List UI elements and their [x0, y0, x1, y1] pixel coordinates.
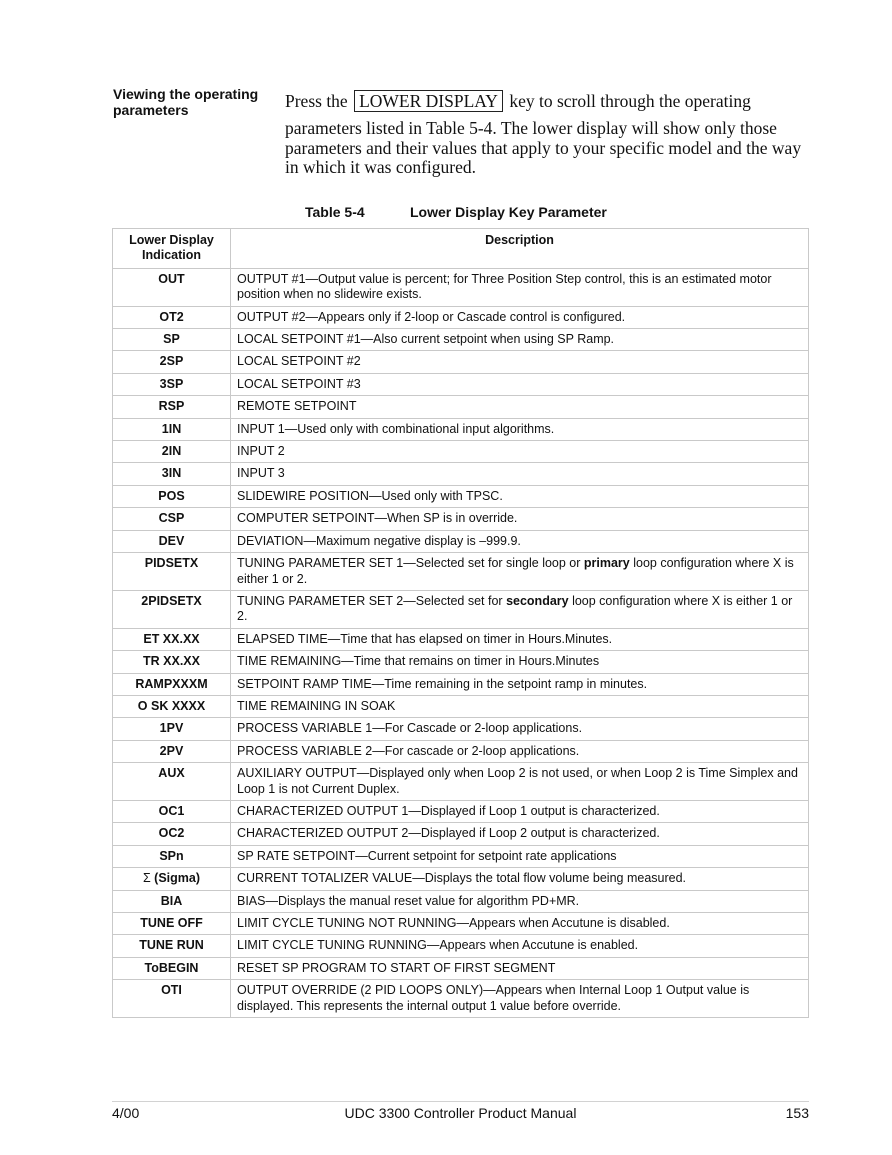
table-row: [113, 718, 809, 740]
description-text: loop configuration where X is either 1 or 2.: [237, 593, 793, 624]
table-row: [113, 396, 809, 418]
indication-cell: OTI: [113, 980, 231, 1018]
footer-date: 4/00: [112, 1105, 140, 1121]
section-side-heading: Viewing the operating parameters: [113, 86, 259, 118]
indication-cell: TUNE RUN: [113, 935, 231, 957]
indication-cell: POS: [113, 485, 231, 507]
table-caption: [305, 204, 607, 220]
table-row: [113, 890, 809, 912]
description-cell: CHARACTERIZED OUTPUT 1—Displayed if Loop 1 output is characterized.: [231, 800, 809, 822]
table-row: [113, 763, 809, 801]
description-cell: INPUT 1—Used only with combinational input algorithms.: [231, 418, 809, 440]
description-cell: INPUT 3: [231, 463, 809, 485]
table-row: [113, 823, 809, 845]
table-row: [113, 935, 809, 957]
table-row: [113, 508, 809, 530]
footer-page-number: 153: [785, 1105, 809, 1121]
table-row: [113, 800, 809, 822]
table-row: [113, 463, 809, 485]
description-emphasis: primary: [583, 556, 630, 571]
description-cell: OUTPUT OVERRIDE (2 PID LOOPS ONLY)—Appears when Internal Loop 1 Output value is displayed. This represents the internal output 1 value before override.: [231, 980, 809, 1018]
description-cell: BIAS—Displays the manual reset value for algorithm PD+MR.: [231, 890, 809, 912]
intro-text-after-key: key to scroll through the operating: [509, 91, 751, 111]
description-cell: ELAPSED TIME—Time that has elapsed on timer in Hours.Minutes.: [231, 628, 809, 650]
table-row: [113, 868, 809, 890]
indication-cell: CSP: [113, 508, 231, 530]
indication-cell: 1IN: [113, 418, 231, 440]
description-cell: DEVIATION—Maximum negative display is –999.9.: [231, 530, 809, 552]
description-cell: CHARACTERIZED OUTPUT 2—Displayed if Loop 2 output is characterized.: [231, 823, 809, 845]
table-row: [113, 740, 809, 762]
table-row: [113, 957, 809, 979]
indication-cell: O SK XXXX: [113, 695, 231, 717]
intro-text-rest: parameters listed in Table 5-4. The lower display will show only those parameters and their values that apply to your specific model and the way in which it was configured.: [285, 118, 802, 177]
table-row: [113, 980, 809, 1018]
indication-cell: DEV: [113, 530, 231, 552]
sigma-word: (Sigma): [150, 871, 201, 886]
indication-cell: ET XX.XX: [113, 628, 231, 650]
description-text: TUNING PARAMETER SET 2—Selected set for: [237, 593, 507, 608]
description-cell: LIMIT CYCLE TUNING NOT RUNNING—Appears when Accutune is disabled.: [231, 913, 809, 935]
description-cell: PROCESS VARIABLE 2—For cascade or 2-loop applications.: [231, 740, 809, 762]
indication-cell: 2IN: [113, 441, 231, 463]
description-cell: OUTPUT #2—Appears only if 2-loop or Cascade control is configured.: [231, 306, 809, 328]
description-cell: SLIDEWIRE POSITION—Used only with TPSC.: [231, 485, 809, 507]
footer-divider: [112, 1101, 809, 1102]
indication-cell: RSP: [113, 396, 231, 418]
description-cell: LOCAL SETPOINT #3: [231, 373, 809, 395]
intro-text-before-key: Press the: [285, 91, 348, 111]
footer-manual-title: UDC 3300 Controller Product Manual: [344, 1105, 577, 1121]
description-cell: [231, 553, 809, 591]
indication-cell: OT2: [113, 306, 231, 328]
table-row: [113, 530, 809, 552]
indication-cell: [113, 868, 231, 890]
description-cell: TIME REMAINING—Time that remains on timer in Hours.Minutes: [231, 651, 809, 673]
table-row: [113, 913, 809, 935]
table-row: [113, 673, 809, 695]
indication-cell: OUT: [113, 268, 231, 306]
indication-cell: AUX: [113, 763, 231, 801]
indication-cell: RAMPXXXM: [113, 673, 231, 695]
table-row: [113, 351, 809, 373]
table-caption-number: Table 5-4: [305, 204, 365, 220]
table-row: [113, 485, 809, 507]
description-cell: PROCESS VARIABLE 1—For Cascade or 2-loop applications.: [231, 718, 809, 740]
description-emphasis: secondary: [506, 593, 569, 608]
indication-cell: 3SP: [113, 373, 231, 395]
indication-cell: 3IN: [113, 463, 231, 485]
table-row: [113, 651, 809, 673]
description-text: TUNING PARAMETER SET 1—Selected set for single loop or: [237, 556, 584, 571]
table-row: [113, 418, 809, 440]
description-cell: LOCAL SETPOINT #1—Also current setpoint when using SP Ramp.: [231, 329, 809, 351]
description-cell: OUTPUT #1—Output value is percent; for Three Position Step control, this is an estimated motor position when no slidewire exists.: [231, 268, 809, 306]
sigma-symbol: Σ: [142, 871, 151, 886]
description-cell: [231, 590, 809, 628]
table-row: [113, 268, 809, 306]
description-cell: LIMIT CYCLE TUNING RUNNING—Appears when Accutune is enabled.: [231, 935, 809, 957]
description-cell: COMPUTER SETPOINT—When SP is in override.: [231, 508, 809, 530]
table-caption-title: Lower Display Key Parameter: [410, 204, 607, 220]
intro-paragraph: [285, 90, 810, 178]
description-cell: REMOTE SETPOINT: [231, 396, 809, 418]
indication-cell: OC1: [113, 800, 231, 822]
indication-cell: PIDSETX: [113, 553, 231, 591]
table-row: [113, 845, 809, 867]
indication-cell: 2PV: [113, 740, 231, 762]
table-row: [113, 441, 809, 463]
table-row: [113, 329, 809, 351]
indication-cell: 2SP: [113, 351, 231, 373]
table-row: [113, 695, 809, 717]
description-cell: TIME REMAINING IN SOAK: [231, 695, 809, 717]
indication-cell: OC2: [113, 823, 231, 845]
indication-cell: SP: [113, 329, 231, 351]
indication-cell: TUNE OFF: [113, 913, 231, 935]
indication-cell: TR XX.XX: [113, 651, 231, 673]
indication-cell: ToBEGIN: [113, 957, 231, 979]
indication-cell: BIA: [113, 890, 231, 912]
table-row: [113, 306, 809, 328]
lower-display-key: LOWER DISPLAY: [354, 90, 503, 112]
column-header-description: Description: [231, 229, 809, 269]
description-cell: CURRENT TOTALIZER VALUE—Displays the total flow volume being measured.: [231, 868, 809, 890]
lower-display-parameter-table: [112, 228, 809, 1018]
table-row: [113, 373, 809, 395]
table-row: [113, 590, 809, 628]
description-text: loop configuration where X is either 1 or 2.: [237, 556, 794, 586]
description-cell: INPUT 2: [231, 441, 809, 463]
description-cell: RESET SP PROGRAM TO START OF FIRST SEGMENT: [231, 957, 809, 979]
description-cell: AUXILIARY OUTPUT—Displayed only when Loop 2 is not used, or when Loop 2 is Time Simplex and Loop 1 is not Current Duplex.: [231, 763, 809, 801]
table-header-row: [113, 229, 809, 269]
indication-cell: 1PV: [113, 718, 231, 740]
description-cell: SP RATE SETPOINT—Current setpoint for setpoint rate applications: [231, 845, 809, 867]
table-row: [113, 628, 809, 650]
indication-cell: 2PIDSETX: [113, 590, 231, 628]
description-cell: LOCAL SETPOINT #2: [231, 351, 809, 373]
description-cell: SETPOINT RAMP TIME—Time remaining in the setpoint ramp in minutes.: [231, 673, 809, 695]
column-header-indication: Lower Display Indication: [113, 229, 231, 269]
table-row: [113, 553, 809, 591]
indication-cell: SPn: [113, 845, 231, 867]
